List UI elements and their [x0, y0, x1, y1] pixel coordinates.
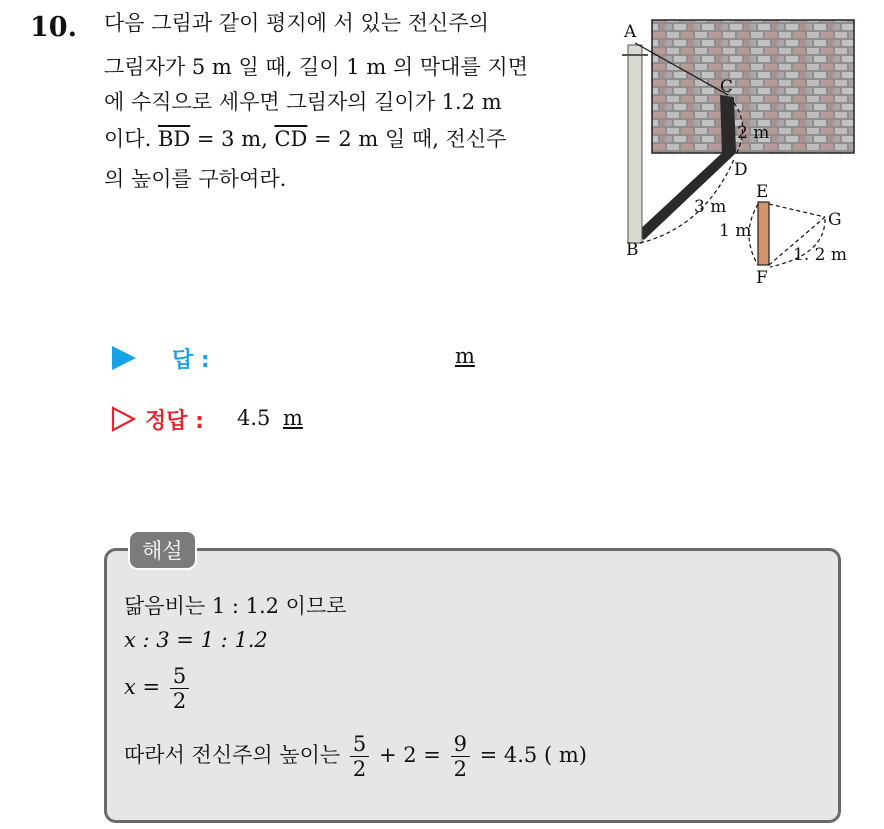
measure-cd: 2 m [737, 123, 770, 143]
line4-eq2: = 2 m 일 때, 전신주 [307, 127, 507, 151]
stick-ef [758, 202, 769, 265]
problem-line-1: 다음 그림과 같이 평지에 서 있는 전신주의 [104, 11, 489, 35]
fraction-denominator: 2 [451, 756, 470, 781]
segment-bd: $\overline{BD}$ [157, 127, 191, 151]
label-a: A [624, 22, 637, 42]
answer-unit: m [455, 344, 475, 368]
label-b: B [626, 240, 639, 260]
label-e: E [756, 182, 769, 202]
segment-cd: $\overline{CD}$ [274, 127, 308, 151]
line4-prefix: 이다. [104, 127, 158, 151]
problem-number: 10. [30, 12, 77, 43]
answer-label: 답 : [172, 348, 210, 373]
label-d: D [734, 160, 748, 180]
fraction-denominator: 2 [350, 756, 369, 781]
x-equals: x = [124, 675, 161, 699]
label-f: F [756, 268, 768, 288]
correct-unit: m [283, 406, 303, 430]
wall-shadow [720, 95, 736, 153]
measure-fg: 1. 2 m [793, 245, 847, 265]
explanation-line-3 [124, 664, 192, 713]
plus-two: + 2 = [378, 743, 441, 767]
problem-line-4 [104, 124, 506, 154]
correct-label: 정답 : [145, 409, 204, 434]
fraction-numerator: 9 [453, 732, 467, 756]
fraction-numerator: 5 [352, 732, 367, 756]
fraction-9-2 [451, 732, 470, 781]
answer-arrow-icon [112, 346, 136, 370]
label-g: G [828, 210, 842, 230]
problem-line-3: 에 수직으로 세우면 그림자의 길이가 1.2 m [104, 90, 502, 114]
measure-ef: 1 m [719, 221, 752, 241]
explanation-line-2: x : 3 = 1 : 1.2 [124, 628, 268, 652]
explanation-line-4 [124, 732, 587, 781]
telephone-pole [628, 45, 642, 243]
line4-eq1: = 3 m, [190, 127, 275, 151]
measure-bd: 3 m [694, 197, 727, 217]
conclusion-text: 따라서 전신주의 높이는 [124, 743, 341, 767]
ray-eg [769, 204, 825, 217]
correct-value: 4.5 [237, 406, 271, 430]
explanation-tag: 해설 [128, 530, 197, 570]
correct-arrow-icon [111, 406, 137, 432]
problem-line-5: 의 높이를 구하여라. [104, 167, 287, 191]
explanation-line-1: 닮음비는 1 : 1.2 이므로 [124, 594, 347, 618]
fraction-denominator: 2 [170, 688, 189, 713]
problem-line-2: 그림자가 5 m 일 때, 길이 1 m 의 막대를 지면 [104, 55, 528, 79]
fraction-5-2-b [350, 732, 369, 781]
fraction-numerator: 5 [172, 664, 187, 688]
result-value: = 4.5 ( m) [479, 743, 587, 767]
problem-figure [610, 15, 860, 290]
label-c: C [720, 77, 734, 97]
fraction-5-2 [170, 664, 189, 713]
